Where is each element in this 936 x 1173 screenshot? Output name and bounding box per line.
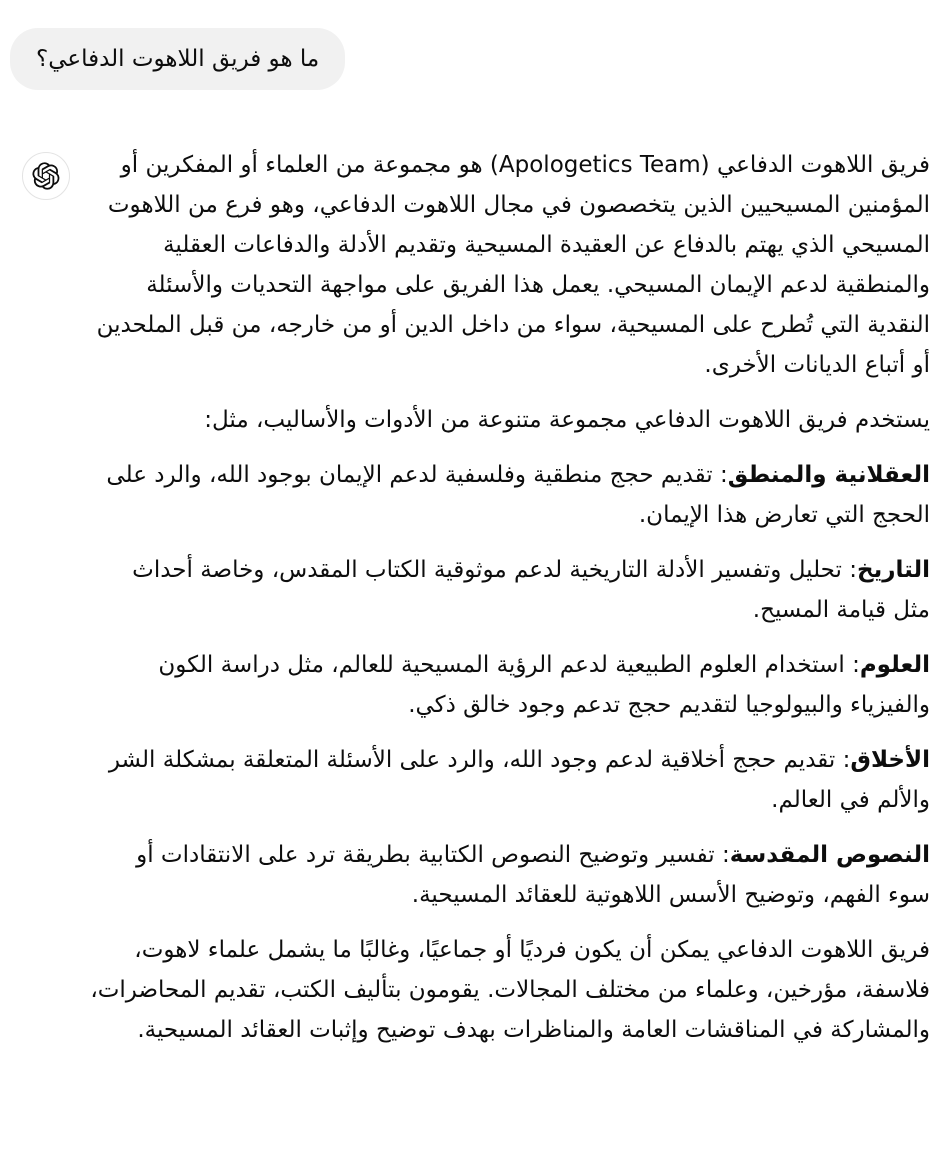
- assistant-avatar: [22, 152, 70, 200]
- assistant-paragraph-tools-intro: [90, 400, 930, 440]
- assistant-paragraph-scriptures: [90, 835, 930, 915]
- openai-logo-icon: [32, 162, 60, 190]
- paragraph-text: : تفسير وتوضيح النصوص الكتابية بطريقة ترد على الانتقادات أو سوء الفهم، وتوضيح الأسس اللاهوتية للعقائد المسيحية.: [136, 842, 930, 908]
- user-message-bubble: [10, 28, 345, 90]
- paragraph-text: : استخدام العلوم الطبيعية لدعم الرؤية المسيحية للعالم، مثل دراسة الكون والفيزياء والبيولوجيا لتقديم حجج تدعم وجود خالق ذكي.: [158, 652, 930, 718]
- paragraph-text: : تقديم حجج أخلاقية لدعم وجود الله، والرد على الأسئلة المتعلقة بمشكلة الشر والألم في العالم.: [108, 747, 930, 813]
- paragraph-text: : تقديم حجج منطقية وفلسفية لدعم الإيمان بوجود الله، والرد على الحجج التي تعارض هذا الإيمان.: [106, 462, 930, 528]
- paragraph-text: فريق اللاهوت الدفاعي (Apologetics Team) هو مجموعة من العلماء أو المفكرين أو المؤمنين المسيحيين الذين يتخصصون في مجال اللاهوت الدفاعي، وهو فرع من اللاهوت المسيحي الذي يهتم بالدفاع عن العقيدة المسيحية وتقديم الأدلة والدفاعات العقلية والمنطقية لدعم الإيمان المسيحي. يعمل هذا الفريق على مواجهة التحديات والأسئلة النقدية التي تُطرح على المسيحية، سواء من داخل الدين أو من خارجه، من قبل الملحدين أو أتباع الديانات الأخرى.: [96, 152, 930, 378]
- user-message-row: [10, 28, 345, 90]
- paragraph-text: فريق اللاهوت الدفاعي يمكن أن يكون فرديًا أو جماعيًا، وغالبًا ما يشمل علماء لاهوت، فلاسفة، مؤرخين، وعلماء من مختلف المجالات. يقومون بتأليف الكتب، تقديم المحاضرات، والمشاركة في المناقشات العامة والمناظرات بهدف توضيح وإثبات العقائد المسيحية.: [90, 937, 930, 1043]
- assistant-paragraph-ethics: [90, 740, 930, 820]
- paragraph-bold-lead: النصوص المقدسة: [729, 842, 930, 868]
- paragraph-bold-lead: العلوم: [859, 652, 930, 678]
- assistant-paragraph-history: [90, 550, 930, 630]
- assistant-paragraph-intro: [90, 145, 930, 385]
- paragraph-text: يستخدم فريق اللاهوت الدفاعي مجموعة متنوعة من الأدوات والأساليب، مثل:: [204, 407, 930, 433]
- paragraph-bold-lead: التاريخ: [857, 557, 930, 583]
- paragraph-text: : تحليل وتفسير الأدلة التاريخية لدعم موثوقية الكتاب المقدس، وخاصة أحداث مثل قيامة المسيح.: [132, 557, 930, 623]
- paragraph-bold-lead: الأخلاق: [850, 747, 930, 773]
- paragraph-bold-lead: العقلانية والمنطق: [727, 462, 930, 488]
- assistant-message-content: [90, 145, 930, 1050]
- user-message-text: ما هو فريق اللاهوت الدفاعي؟: [36, 46, 320, 72]
- assistant-paragraph-logic: [90, 455, 930, 535]
- assistant-paragraph-science: [90, 645, 930, 725]
- assistant-paragraph-conclusion: [90, 930, 930, 1050]
